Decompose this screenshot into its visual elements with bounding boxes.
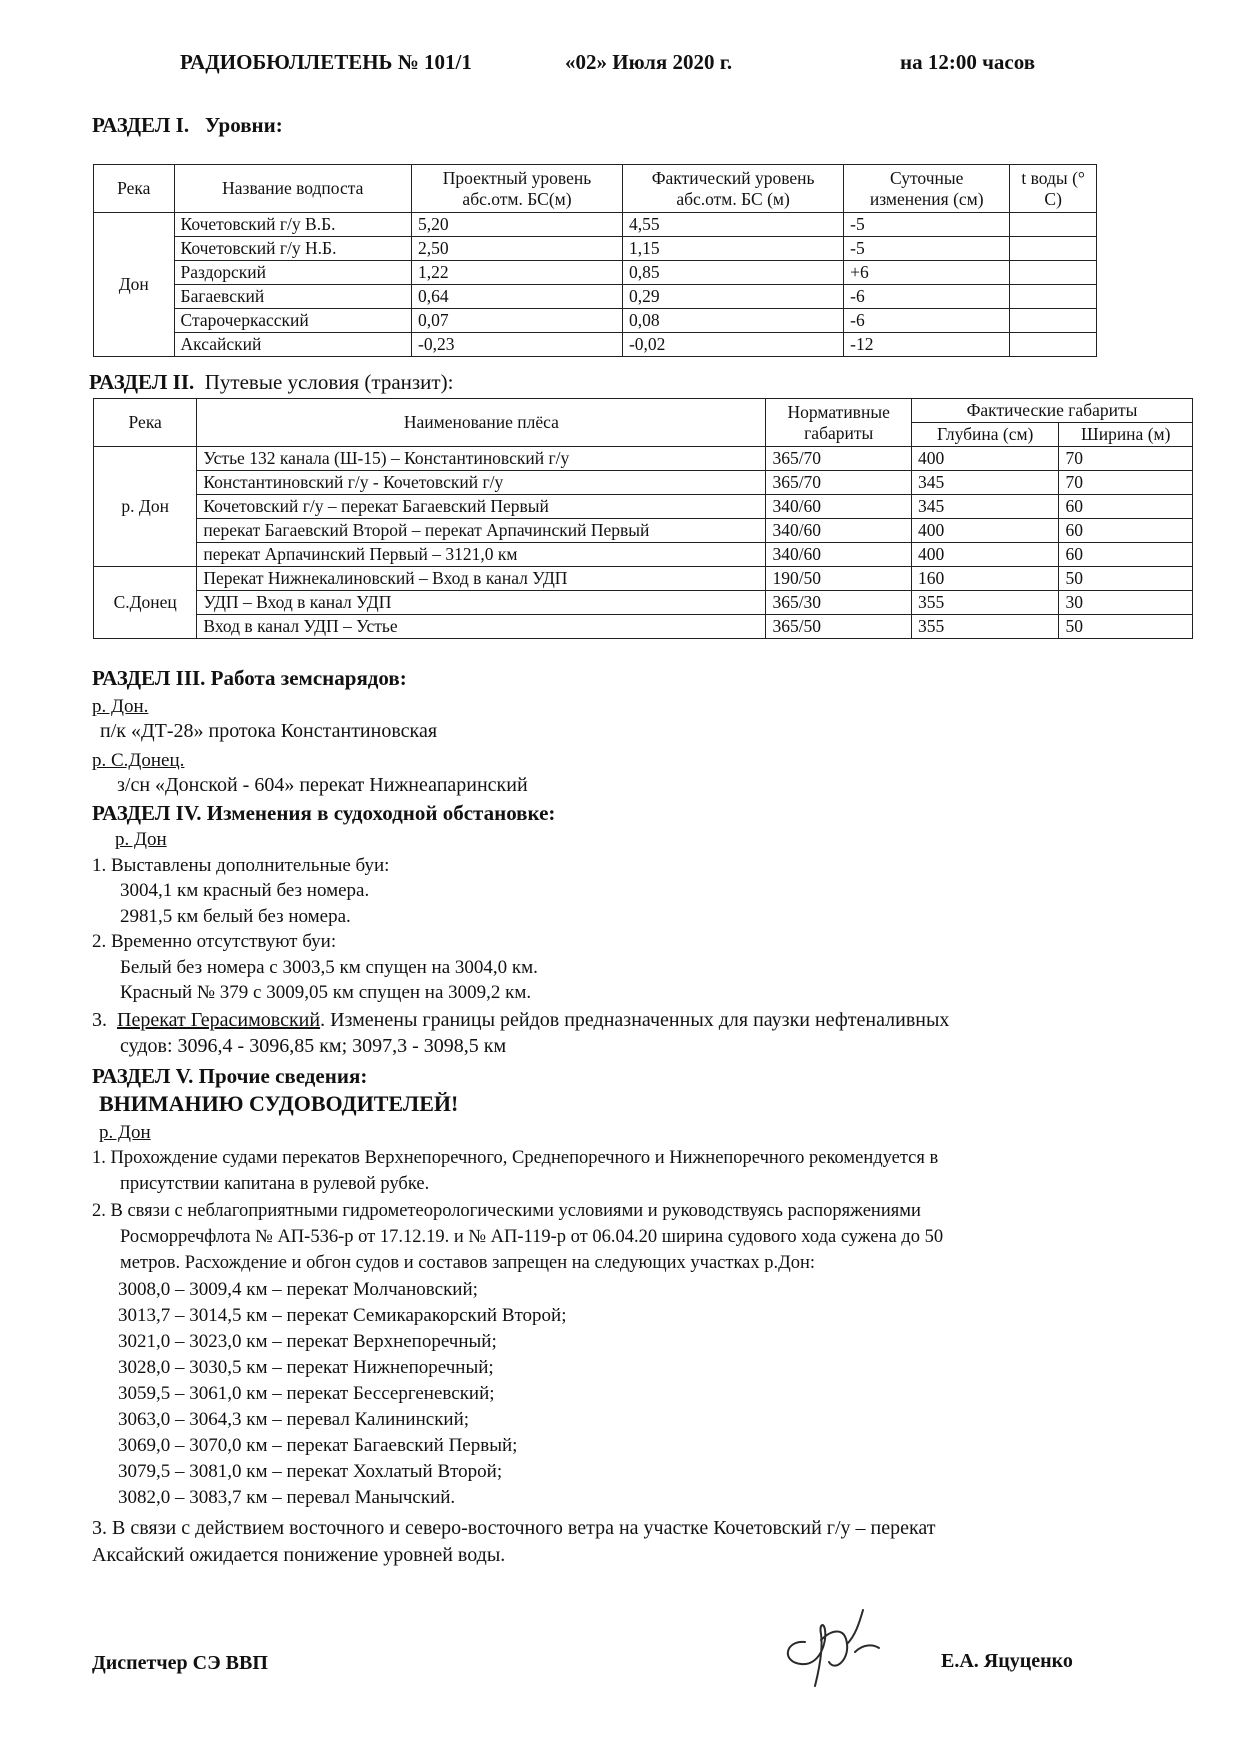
- col-daily-change: Суточные изменения (см): [844, 165, 1010, 213]
- col-reach: Наименование плёса: [197, 399, 766, 447]
- section4-heading: РАЗДЕЛ IV. Изменения в судоходной обстановке:: [92, 801, 556, 825]
- segment-list: [118, 1277, 567, 1511]
- table-row: [94, 213, 1097, 237]
- width-cell: 60: [1059, 519, 1193, 543]
- list-item: 3082,0 – 3083,7 км – перевал Манычский.: [118, 1487, 456, 1508]
- col-width: Ширина (м): [1059, 423, 1193, 447]
- post-cell: Кочетовский г/у В.Б.: [174, 213, 411, 237]
- section3-donets-text: з/сн «Донской - 604» перекат Нижнеапаринский: [117, 774, 528, 796]
- section5-p2-line1: 2. В связи с неблагоприятными гидрометеорологическими условиями и руководствуясь распоряжениями: [92, 1201, 921, 1221]
- table-row: [94, 285, 1097, 309]
- depth-cell: 400: [911, 543, 1059, 567]
- actual-cell: 4,55: [622, 213, 843, 237]
- section5-p3-line1: 3. В связи с действием восточного и северо-восточного ветра на участке Кочетовский г/у – перекат: [92, 1517, 936, 1539]
- section3-river-donets: р. С.Донец.: [92, 750, 185, 771]
- table-row: [94, 543, 1193, 567]
- post-cell: Кочетовский г/у Н.Б.: [174, 237, 411, 261]
- section4-item3-cont: судов: 3096,4 - 3096,85 км; 3097,3 - 3098,5 км: [120, 1035, 507, 1057]
- section5-attention: ВНИМАНИЮ СУДОВОДИТЕЛЕЙ!: [99, 1091, 459, 1116]
- norm-cell: 340/60: [766, 495, 912, 519]
- col-actual-level: Фактический уровень абс.отм. БС (м): [622, 165, 843, 213]
- section4-item2-a: Белый без номера с 3003,5 км спущен на 3004,0 км.: [120, 957, 538, 978]
- post-cell: Раздорский: [174, 261, 411, 285]
- width-cell: 60: [1059, 543, 1193, 567]
- depth-cell: 160: [911, 567, 1059, 591]
- section5-p2-line2: Росморречфлота № АП-536-р от 17.12.19. и № АП-119-р от 06.04.20 ширина судового хода сужена до 50: [120, 1227, 944, 1247]
- temp-cell: [1010, 261, 1097, 285]
- width-cell: 70: [1059, 471, 1193, 495]
- col-norm: Нормативные габариты: [766, 399, 912, 447]
- section2-number: РАЗДЕЛ II.: [89, 370, 195, 394]
- table-row: [94, 333, 1097, 357]
- table-row: [94, 591, 1193, 615]
- section3-don-text: п/к «ДТ-28» протока Константиновская: [100, 720, 438, 742]
- list-item: 3059,5 – 3061,0 км – перекат Бессергеневский;: [118, 1383, 495, 1404]
- post-cell: Багаевский: [174, 285, 411, 309]
- table-row: [94, 615, 1193, 639]
- list-item: 3008,0 – 3009,4 км – перекат Молчановский;: [118, 1279, 478, 1300]
- section1-number: РАЗДЕЛ I.: [92, 113, 190, 137]
- section4-item2: 2. Временно отсутствуют буи:: [92, 931, 337, 952]
- section2-heading: [89, 370, 453, 395]
- norm-cell: 365/50: [766, 615, 912, 639]
- reach-cell: перекат Багаевский Второй – перекат Арпачинский Первый: [197, 519, 766, 543]
- change-cell: -5: [844, 213, 1010, 237]
- norm-cell: 365/70: [766, 471, 912, 495]
- table-row: [94, 495, 1193, 519]
- bulletin-date: «02» Июля 2020 г.: [565, 50, 733, 74]
- list-item: 3079,5 – 3081,0 км – перекат Хохлатый Второй;: [118, 1461, 503, 1482]
- project-cell: 0,07: [412, 309, 623, 333]
- reach-cell: Перекат Нижнекалиновский – Вход в канал УДП: [197, 567, 766, 591]
- section5-p2-line3: метров. Расхождение и обгон судов и составов запрещен на следующих участках р.Дон:: [120, 1253, 816, 1273]
- depth-cell: 400: [911, 519, 1059, 543]
- section4-item1-a: 3004,1 км красный без номера.: [120, 880, 370, 901]
- reach-cell: Константиновский г/у - Кочетовский г/у: [197, 471, 766, 495]
- post-cell: Аксайский: [174, 333, 411, 357]
- section4-river: р. Дон: [115, 829, 167, 850]
- actual-cell: 0,08: [622, 309, 843, 333]
- section3-river-don: р. Дон.: [92, 696, 149, 717]
- actual-cell: 0,29: [622, 285, 843, 309]
- norm-cell: 365/70: [766, 447, 912, 471]
- dispatcher-position: Диспетчер СЭ ВВП: [92, 1652, 268, 1674]
- project-cell: 1,22: [412, 261, 623, 285]
- reach-cell: Устье 132 канала (Ш-15) – Константиновский г/у: [197, 447, 766, 471]
- section3-heading: РАЗДЕЛ III. Работа земснарядов:: [92, 666, 407, 690]
- river-cell: р. Дон: [94, 447, 197, 567]
- col-depth: Глубина (см): [911, 423, 1059, 447]
- depth-cell: 400: [911, 447, 1059, 471]
- change-cell: -12: [844, 333, 1010, 357]
- bulletin-title: РАДИОБЮЛЛЕТЕНЬ № 101/1: [180, 50, 472, 74]
- section4-item1-b: 2981,5 км белый без номера.: [120, 906, 351, 927]
- col-post: Название водпоста: [174, 165, 411, 213]
- temp-cell: [1010, 309, 1097, 333]
- route-table: [93, 398, 1193, 639]
- river-cell: С.Донец: [94, 567, 197, 639]
- list-item: 3069,0 – 3070,0 км – перекат Багаевский Первый;: [118, 1435, 518, 1456]
- levels-table: [93, 164, 1097, 357]
- table-row: [94, 237, 1097, 261]
- section4-item2-b: Красный № 379 с 3009,05 км спущен на 3009,2 км.: [120, 982, 532, 1003]
- section5-p1-line2: присутствии капитана в рулевой рубке.: [120, 1174, 430, 1194]
- list-item: 3013,7 – 3014,5 км – перекат Семикаракорский Второй;: [118, 1305, 567, 1326]
- col-water-temp: t воды (° С): [1010, 165, 1097, 213]
- change-cell: -6: [844, 309, 1010, 333]
- item3-link: Перекат Герасимовский: [117, 1009, 321, 1031]
- width-cell: 70: [1059, 447, 1193, 471]
- item3-text: . Изменены границы рейдов предназначенных для паузки нефтеналивных: [320, 1009, 950, 1031]
- project-cell: 5,20: [412, 213, 623, 237]
- section5-p1-line1: 1. Прохождение судами перекатов Верхнепоречного, Среднепоречного и Нижнепоречного рекомендуется в: [92, 1148, 939, 1168]
- actual-cell: 0,85: [622, 261, 843, 285]
- width-cell: 50: [1059, 615, 1193, 639]
- temp-cell: [1010, 237, 1097, 261]
- depth-cell: 345: [911, 471, 1059, 495]
- depth-cell: 355: [911, 615, 1059, 639]
- river-cell: Дон: [94, 213, 175, 357]
- change-cell: -6: [844, 285, 1010, 309]
- depth-cell: 355: [911, 591, 1059, 615]
- col-river: Река: [94, 165, 175, 213]
- project-cell: 2,50: [412, 237, 623, 261]
- width-cell: 60: [1059, 495, 1193, 519]
- change-cell: -5: [844, 237, 1010, 261]
- table-row: [94, 261, 1097, 285]
- actual-cell: -0,02: [622, 333, 843, 357]
- section2-subheading: Путевые условия (транзит):: [204, 370, 454, 394]
- reach-cell: Кочетовский г/у – перекат Багаевский Первый: [197, 495, 766, 519]
- width-cell: 30: [1059, 591, 1193, 615]
- section5-heading: РАЗДЕЛ V. Прочие сведения:: [92, 1064, 368, 1088]
- col-project-level: Проектный уровень абс.отм. БС(м): [412, 165, 623, 213]
- depth-cell: 345: [911, 495, 1059, 519]
- list-item: 3063,0 – 3064,3 км – перевал Калининский;: [118, 1409, 470, 1430]
- width-cell: 50: [1059, 567, 1193, 591]
- table-row: [94, 447, 1193, 471]
- list-item: 3021,0 – 3023,0 км – перекат Верхнепоречный;: [118, 1331, 497, 1352]
- norm-cell: 340/60: [766, 543, 912, 567]
- reach-cell: перекат Арпачинский Первый – 3121,0 км: [197, 543, 766, 567]
- post-cell: Старочеркасский: [174, 309, 411, 333]
- col-river: Река: [94, 399, 197, 447]
- temp-cell: [1010, 285, 1097, 309]
- dispatcher-name: Е.А. Яцуценко: [941, 1650, 1073, 1672]
- table-row: [94, 471, 1193, 495]
- item3-number: 3.: [92, 1009, 107, 1031]
- section4-item3: [92, 1008, 949, 1033]
- project-cell: 0,64: [412, 285, 623, 309]
- section1-subheading: Уровни:: [204, 113, 283, 137]
- section5-p3-line2: Аксайский ожидается понижение уровней воды.: [92, 1544, 506, 1566]
- col-actual: Фактические габариты: [911, 399, 1192, 423]
- table-row: [94, 567, 1193, 591]
- change-cell: +6: [844, 261, 1010, 285]
- section5-river: р. Дон: [99, 1122, 151, 1143]
- section1-heading: [92, 113, 283, 138]
- reach-cell: УДП – Вход в канал УДП: [197, 591, 766, 615]
- bulletin-time: на 12:00 часов: [900, 50, 1036, 74]
- temp-cell: [1010, 213, 1097, 237]
- norm-cell: 365/30: [766, 591, 912, 615]
- reach-cell: Вход в канал УДП – Устье: [197, 615, 766, 639]
- norm-cell: 190/50: [766, 567, 912, 591]
- norm-cell: 340/60: [766, 519, 912, 543]
- actual-cell: 1,15: [622, 237, 843, 261]
- list-item: 3028,0 – 3030,5 км – перекат Нижнепоречный;: [118, 1357, 494, 1378]
- section4-item1: 1. Выставлены дополнительные буи:: [92, 855, 390, 876]
- project-cell: -0,23: [412, 333, 623, 357]
- temp-cell: [1010, 333, 1097, 357]
- signature-image: [775, 1600, 895, 1690]
- table-row: [94, 519, 1193, 543]
- levels-header-row: [94, 165, 1097, 213]
- route-header-row-1: [94, 399, 1193, 423]
- table-row: [94, 309, 1097, 333]
